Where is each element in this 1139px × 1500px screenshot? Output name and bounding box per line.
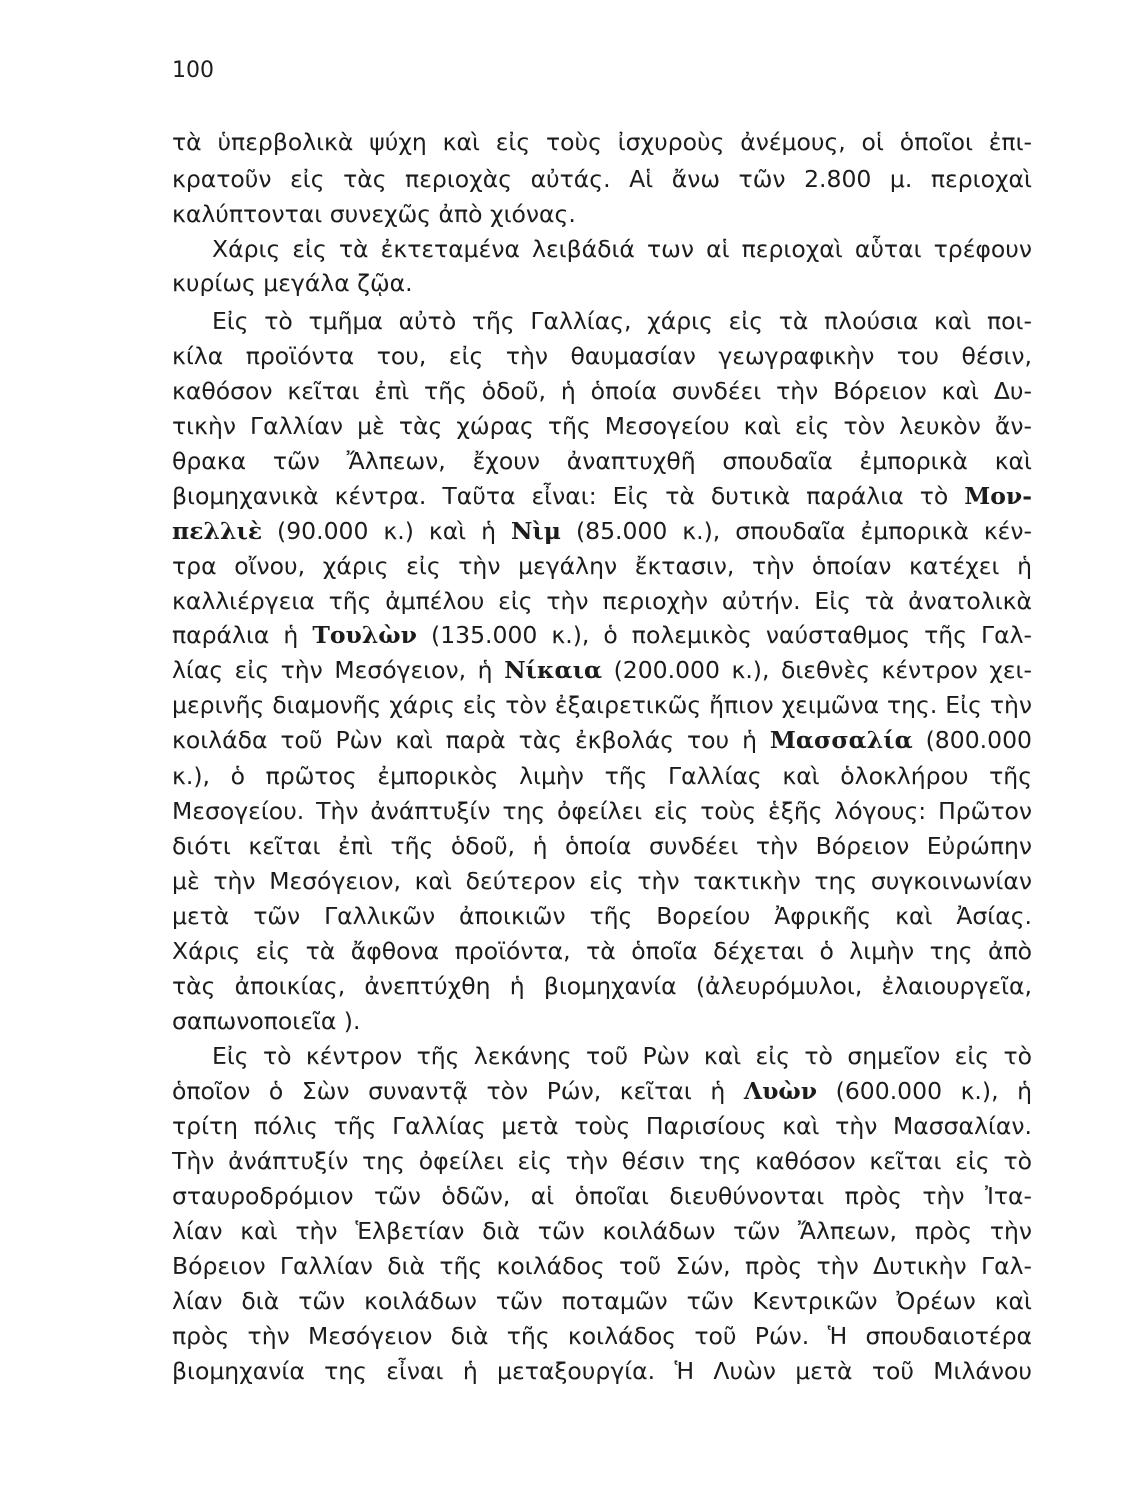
- text-line: τὰ ὑπερβολικὰ ψύχη καὶ εἰς τοὺς ἰσχυροὺς ἀνέμους, οἱ ὁποῖοι ἐπι-: [172, 128, 1032, 156]
- text-segment: λίας εἰς τὴν Μεσόγειον, ἡ: [172, 656, 505, 684]
- text-segment: (600.000 κ.), ἡ: [817, 1077, 1032, 1105]
- place-name-bold: Νὶμ: [510, 517, 561, 545]
- text-line: [172, 620, 1032, 650]
- text-line: Βόρειον Γαλλίαν διὰ τῆς κοιλάδος τοῦ Σών, πρὸς τὴν Δυτικὴν Γαλ-: [172, 1252, 1032, 1280]
- text-line: καλύπτονται συνεχῶς ἀπὸ χιόνας.: [172, 200, 576, 228]
- text-line: μερινῆς διαμονῆς χάρις εἰς τὸν ἐξαιρετικῶς ἤπιον χειμῶνα της. Εἰς τὴν: [172, 691, 1032, 719]
- text-line: τικὴν Γαλλίαν μὲ τὰς χώρας τῆς Μεσογείου καὶ εἰς τὸν λευκὸν ἄν-: [172, 412, 1032, 440]
- text-line: Τὴν ἀνάπτυξίν της ὀφείλει εἰς τὴν θέσιν της καθόσον κεῖται εἰς τὸ: [172, 1147, 1032, 1175]
- text-line: [172, 1076, 1032, 1106]
- place-name-bold: πελλιὲ: [172, 517, 263, 545]
- place-name-bold: Νίκαια: [504, 656, 603, 684]
- text-line: Χάρις εἰς τὰ ἄφθονα προϊόντα, τὰ ὁποῖα δέχεται ὁ λιμὴν της ἀπὸ: [172, 937, 1032, 965]
- text-segment: ὁποῖον ὁ Σὼν συναντᾷ τὸν Ρών, κεῖται ἡ: [172, 1077, 744, 1105]
- text-line: [172, 481, 1032, 511]
- text-segment: βιομηχανικὰ κέντρα. Ταῦτα εἶναι: Εἰς τὰ δυτικὰ παράλια τὸ: [172, 482, 965, 510]
- text-line: κυρίως μεγάλα ζῷα.: [172, 269, 413, 297]
- text-line: κρατοῦν εἰς τὰς περιοχὰς αὐτάς. Αἱ ἄνω τῶν 2.800 μ. περιοχαὶ: [172, 165, 1032, 193]
- text-line: [172, 516, 1032, 546]
- text-line: λίαν διὰ τῶν κοιλάδων τῶν ποταμῶν τῶν Κεντρικῶν Ὀρέων καὶ: [172, 1287, 1032, 1315]
- text-line: Εἰς τὸ τμῆμα αὐτὸ τῆς Γαλλίας, χάρις εἰς τὰ πλούσια καὶ ποι-: [212, 307, 1032, 335]
- text-line: μετὰ τῶν Γαλλικῶν ἀποικιῶν τῆς Βορείου Ἀφρικῆς καὶ Ἀσίας.: [172, 902, 1032, 930]
- text-line: Εἰς τὸ κέντρον τῆς λεκάνης τοῦ Ρὼν καὶ εἰς τὸ σημεῖον εἰς τὸ: [212, 1042, 1032, 1070]
- text-line: Χάρις εἰς τὰ ἐκτεταμένα λειβάδιά των αἱ περιοχαὶ αὗται τρέφουν: [212, 235, 1032, 263]
- text-line: καλλιέργεια τῆς ἀμπέλου εἰς τὴν περιοχὴν αὐτήν. Εἰς τὰ ἀνατολικὰ: [172, 587, 1032, 615]
- text-line: κ.), ὁ πρῶτος ἐμπορικὸς λιμὴν τῆς Γαλλίας καὶ ὁλοκλήρου τῆς: [172, 762, 1032, 790]
- text-line: τρα οἴνου, χάρις εἰς τὴν μεγάλην ἔκτασιν, τὴν ὁποίαν κατέχει ἡ: [172, 552, 1032, 580]
- text-segment: (200.000 κ.), διεθνὲς κέντρον χει-: [602, 656, 1032, 684]
- text-line: μὲ τὴν Μεσόγειον, καὶ δεύτερον εἰς τὴν τακτικὴν της συγκοινωνίαν: [172, 867, 1032, 895]
- text-segment: παράλια ἡ: [172, 621, 313, 649]
- text-line: λίαν καὶ τὴν Ἑλβετίαν διὰ τῶν κοιλάδων τῶν Ἄλπεων, πρὸς τὴν: [172, 1217, 1032, 1245]
- text-line: τρίτη πόλις τῆς Γαλλίας μετὰ τοὺς Παρισίους καὶ τὴν Μασσαλίαν.: [172, 1112, 1032, 1140]
- text-line: [172, 655, 1032, 685]
- text-segment: κοιλάδα τοῦ Ρὼν καὶ παρὰ τὰς ἐκβολάς του ἡ: [172, 726, 770, 754]
- text-line: καθόσον κεῖται ἐπὶ τῆς ὁδοῦ, ἡ ὁποία συνδέει τὴν Βόρειον καὶ Δυ-: [172, 377, 1032, 405]
- text-line: θρακα τῶν Ἄλπεων, ἔχουν ἀναπτυχθῆ σπουδαῖα ἐμπορικὰ καὶ: [172, 447, 1032, 475]
- text-line: διότι κεῖται ἐπὶ τῆς ὁδοῦ, ἡ ὁποία συνδέει τὴν Βόρειον Εὐρώπην: [172, 832, 1032, 860]
- text-line: σταυροδρόμιον τῶν ὁδῶν, αἱ ὁποῖαι διευθύνονται πρὸς τὴν Ἰτα-: [172, 1182, 1032, 1210]
- text-segment: (90.000 κ.) καὶ ἡ: [262, 517, 511, 545]
- text-line: Μεσογείου. Τὴν ἀνάπτυξίν της ὀφείλει εἰς τοὺς ἑξῆς λόγους: Πρῶτον: [172, 797, 1032, 825]
- text-segment: (135.000 κ.), ὁ πολεμικὸς ναύσταθμος τῆς Γαλ-: [417, 621, 1032, 649]
- text-line: [172, 725, 1032, 755]
- text-segment: (85.000 κ.), σπουδαῖα ἐμπορικὰ κέν-: [561, 517, 1032, 545]
- text-line: κίλα προϊόντα του, εἰς τὴν θαυμασίαν γεωγραφικὴν του θέσιν,: [172, 342, 1032, 370]
- text-line: σαπωνοποιεῖα ).: [172, 1007, 361, 1035]
- place-name-bold: Λυὼν: [743, 1077, 818, 1105]
- place-name-bold: Τουλὼν: [312, 621, 417, 649]
- place-name-bold: Μασσαλία: [769, 726, 913, 754]
- text-line: τὰς ἀποικίας, ἀνεπτύχθη ἡ βιομηχανία (ἀλευρόμυλοι, ἐλαιουργεῖα,: [172, 972, 1032, 1000]
- page-number: 100: [172, 58, 214, 83]
- place-name-bold: Μον-: [964, 482, 1032, 510]
- text-segment: (800.000: [912, 726, 1032, 754]
- text-line: βιομηχανία της εἶναι ἡ μεταξουργία. Ἡ Λυὼν μετὰ τοῦ Μιλάνου: [172, 1357, 1032, 1385]
- text-line: πρὸς τὴν Μεσόγειον διὰ τῆς κοιλάδος τοῦ Ρών. Ἡ σπουδαιοτέρα: [172, 1322, 1032, 1350]
